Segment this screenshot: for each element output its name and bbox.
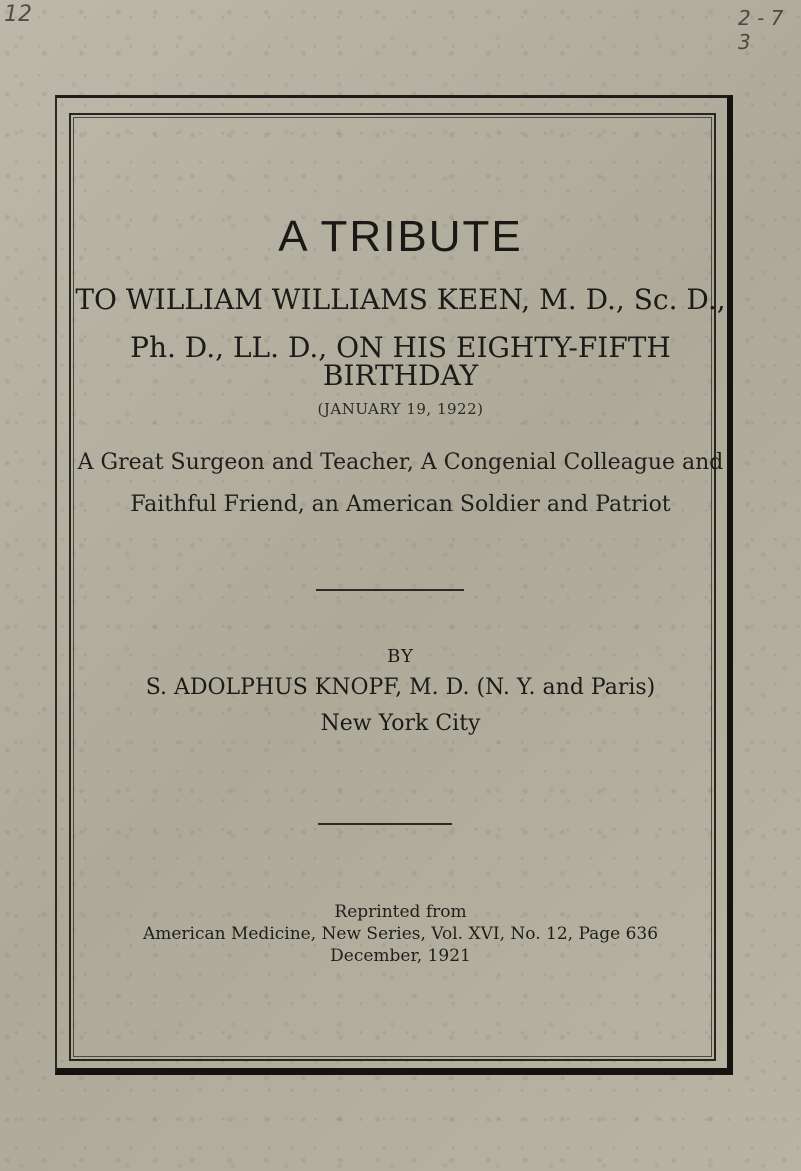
dedication-line-1: TO WILLIAM WILLIAMS KEEN, M. D., Sc. D.,	[75, 283, 726, 316]
handwritten-page-mark: 12	[4, 2, 32, 27]
by-label: BY	[387, 646, 414, 667]
reprint-source: American Medicine, New Series, Vol. XVI, No. 12, Page 636	[142, 924, 659, 944]
author-name: S. ADOLPHUS KNOPF, M. D. (N. Y. and Paris)	[145, 675, 656, 700]
handwritten-catalog-mark: 2 - 7 3	[738, 6, 784, 54]
document-title: A TRIBUTE	[278, 212, 523, 261]
divider-rule-top	[316, 589, 464, 591]
reprint-date: December, 1921	[330, 946, 471, 966]
reprint-label: Reprinted from	[334, 902, 467, 922]
tribute-line-1: A Great Surgeon and Teacher, A Congenial Colleague and	[77, 450, 724, 475]
tribute-line-2: Faithful Friend, an American Soldier and Patriot	[130, 492, 671, 517]
author-city: New York City	[320, 711, 481, 736]
birthday-date: (JANUARY 19, 1922)	[317, 400, 484, 418]
dedication-line-2: Ph. D., LL. D., ON HIS EIGHTY-FIFTH	[130, 331, 671, 364]
divider-rule-bottom	[318, 823, 452, 825]
dedication-line-3: BIRTHDAY	[322, 359, 479, 392]
